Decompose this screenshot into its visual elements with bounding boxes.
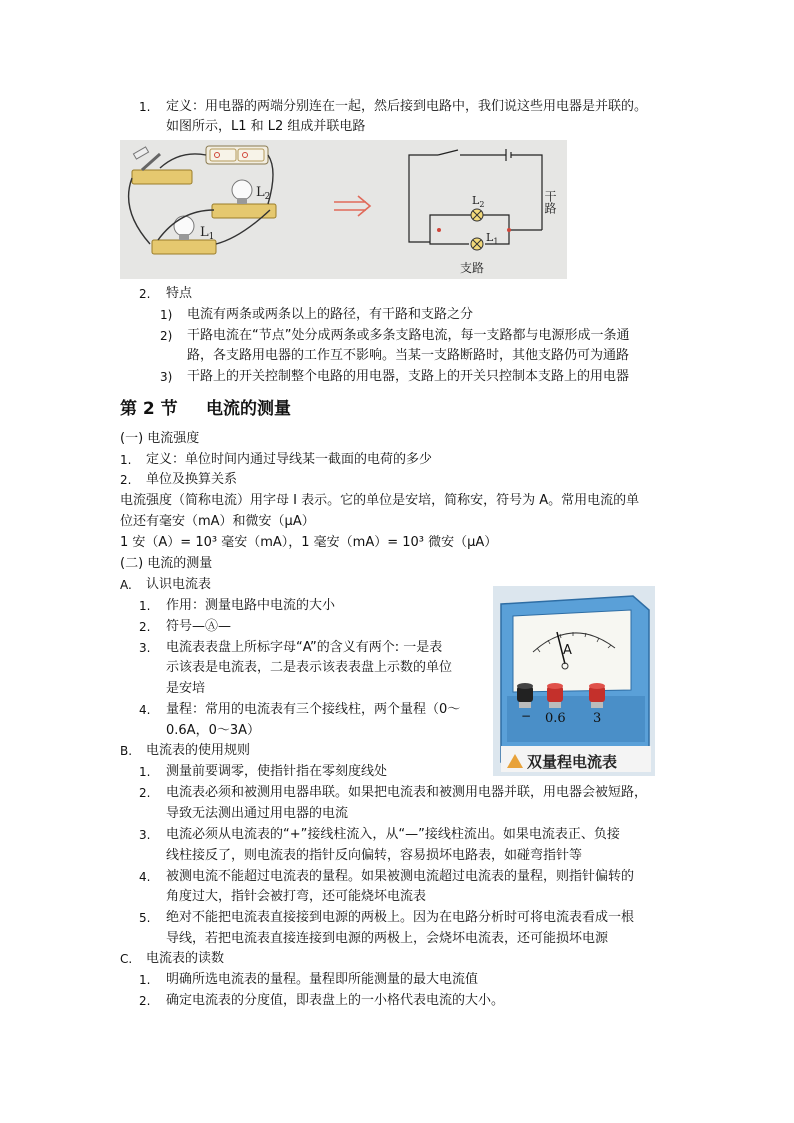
- item-text: 确定电流表的分度值，即表盘上的一小格代表电流的大小。: [166, 993, 505, 1008]
- battery-icon: [206, 146, 268, 164]
- item-text: 作用：测量电路中电流的大小: [166, 598, 336, 613]
- terminal-3-icon: [589, 683, 605, 708]
- item-number: 3.: [139, 828, 151, 842]
- terminal-3-label: 3: [593, 711, 602, 726]
- parallel-circuit-figure: [120, 140, 567, 279]
- item-text: 是安培: [166, 681, 206, 696]
- item-text: 测量前要调零，使指针指在零刻度线处: [166, 764, 388, 779]
- item-number: 2.: [139, 786, 151, 800]
- item-number: 1.: [139, 765, 151, 779]
- units-title: 单位及换算关系: [146, 472, 238, 487]
- sub-title: 电流表的读数: [146, 951, 225, 966]
- feature-text: 干路上的开关控制整个电路的用电器，支路上的开关只控制本支路上的用电器: [187, 369, 630, 384]
- sub-letter: A.: [120, 578, 132, 592]
- item-number: 1.: [139, 599, 151, 613]
- item-text: 电流表表盘上所标字母“A”的含义有两个: 一是表: [166, 640, 443, 655]
- item-text: 量程：常用的电流表有三个接线柱，两个量程（0～: [166, 702, 461, 717]
- item-text: 导线，若把电流表直接连接到电源的两极上，会烧坏电流表，还可能损坏电源: [166, 931, 609, 946]
- schematic-l1-label: $L_1$: [486, 231, 499, 246]
- feature-number: 1): [160, 308, 173, 322]
- item-number: 4.: [139, 703, 151, 717]
- paragraph-text: 电流强度（简称电流）用字母 I 表示。它的单位是安培，简称安，符号为 A。常用电流的单: [120, 493, 640, 508]
- ammeter-caption: 双量程电流表: [527, 753, 618, 771]
- part-title: (二) 电流的测量: [120, 556, 213, 571]
- lamp-l1-label: $L_1$: [200, 225, 215, 242]
- definition-text: 定义：用电器的两端分别连在一起，然后接到电路中，我们说这些用电器是并联的。: [166, 99, 648, 114]
- item-text: 符号—Ⓐ—: [166, 619, 232, 634]
- item-number: 4.: [139, 870, 151, 884]
- sub-letter: B.: [120, 744, 133, 758]
- terminal-minus-icon: [517, 683, 533, 708]
- item-number: 1.: [120, 453, 132, 467]
- item-number: 2.: [139, 620, 151, 634]
- dial-letter: A: [563, 643, 572, 658]
- trunk-label: 干路: [543, 190, 557, 214]
- sub-title: 电流表的使用规则: [146, 743, 251, 758]
- item-number: 2.: [139, 287, 151, 301]
- feature-text: 电流有两条或两条以上的路径，有干路和支路之分: [187, 307, 474, 322]
- sub-letter: C.: [120, 952, 133, 966]
- item-number: 2.: [139, 994, 151, 1008]
- item-number: 5.: [139, 911, 151, 925]
- item-text: 线柱接反了，则电流表的指针反向偏转，容易损坏电路表，如碰弯指针等: [166, 848, 583, 863]
- item-text: 角度过大，指针会被打弯，还可能烧坏电流表: [166, 889, 427, 904]
- branch-label: 支路: [460, 261, 485, 275]
- feature-number: 3): [160, 370, 173, 384]
- item-text: 绝对不能把电流表直接接到电源的两极上。因为在电路分析时可将电流表看成一根: [166, 910, 635, 925]
- definition-text-cont: 如图所示，L1 和 L2 组成并联电路: [166, 119, 366, 134]
- item-text: 被测电流不能超过电流表的量程。如果被测电流超过电流表的量程，则指针偏转的: [166, 869, 635, 884]
- part-title: (一) 电流强度: [120, 431, 200, 446]
- terminal-minus-label: −: [521, 709, 532, 723]
- terminal-06-label: 0.6: [545, 711, 566, 726]
- item-number: 1.: [139, 100, 151, 114]
- item-text: 导致无法测出通过用电器的电流: [166, 806, 349, 821]
- item-text: 电流表必须和被测用电器串联。如果把电流表和被测用电器并联，用电器会被短路，: [166, 785, 648, 800]
- section-heading-title: 电流的测量: [206, 399, 291, 419]
- ammeter-figure: [493, 586, 655, 776]
- feature-text: 干路电流在“节点”处分成两条或多条支路电流，每一支路都与电源形成一条通: [187, 328, 630, 343]
- feature-number: 2): [160, 329, 173, 343]
- paragraph-text: 位还有毫安（mA）和微安（μA）: [120, 514, 315, 529]
- feature-text: 路，各支路用电器的工作互不影响。当某一支路断路时，其他支路仍可为通路: [187, 348, 630, 363]
- schematic-l2-label: $L_2$: [472, 194, 485, 209]
- section-heading-number: 第 2 节: [120, 399, 178, 419]
- ammeter-dial: [513, 610, 631, 692]
- lamp-l2-label: $L_2$: [256, 185, 271, 202]
- terminal-06-icon: [547, 683, 563, 708]
- item-text: 明确所选电流表的量程。量程即所能测量的最大电流值: [166, 972, 479, 987]
- definition-text: 定义：单位时间内通过导线某一截面的电荷的多少: [146, 452, 433, 467]
- item-text: 示该表是电流表，二是表示该表表盘上示数的单位: [166, 660, 453, 675]
- sub-title: 认识电流表: [146, 577, 212, 592]
- item-text: 0.6A，0～3A）: [166, 723, 261, 738]
- item-number: 2.: [120, 473, 132, 487]
- item-number: 3.: [139, 641, 151, 655]
- item-number: 1.: [139, 973, 151, 987]
- conversion-text: 1 安（A）= 10³ 毫安（mA），1 毫安（mA）= 10³ 微安（μA）: [120, 535, 498, 550]
- item-text: 电流必须从电流表的“+”接线柱流入，从“—”接线柱流出。如果电流表正、负接: [166, 827, 620, 842]
- features-title: 特点: [166, 286, 193, 301]
